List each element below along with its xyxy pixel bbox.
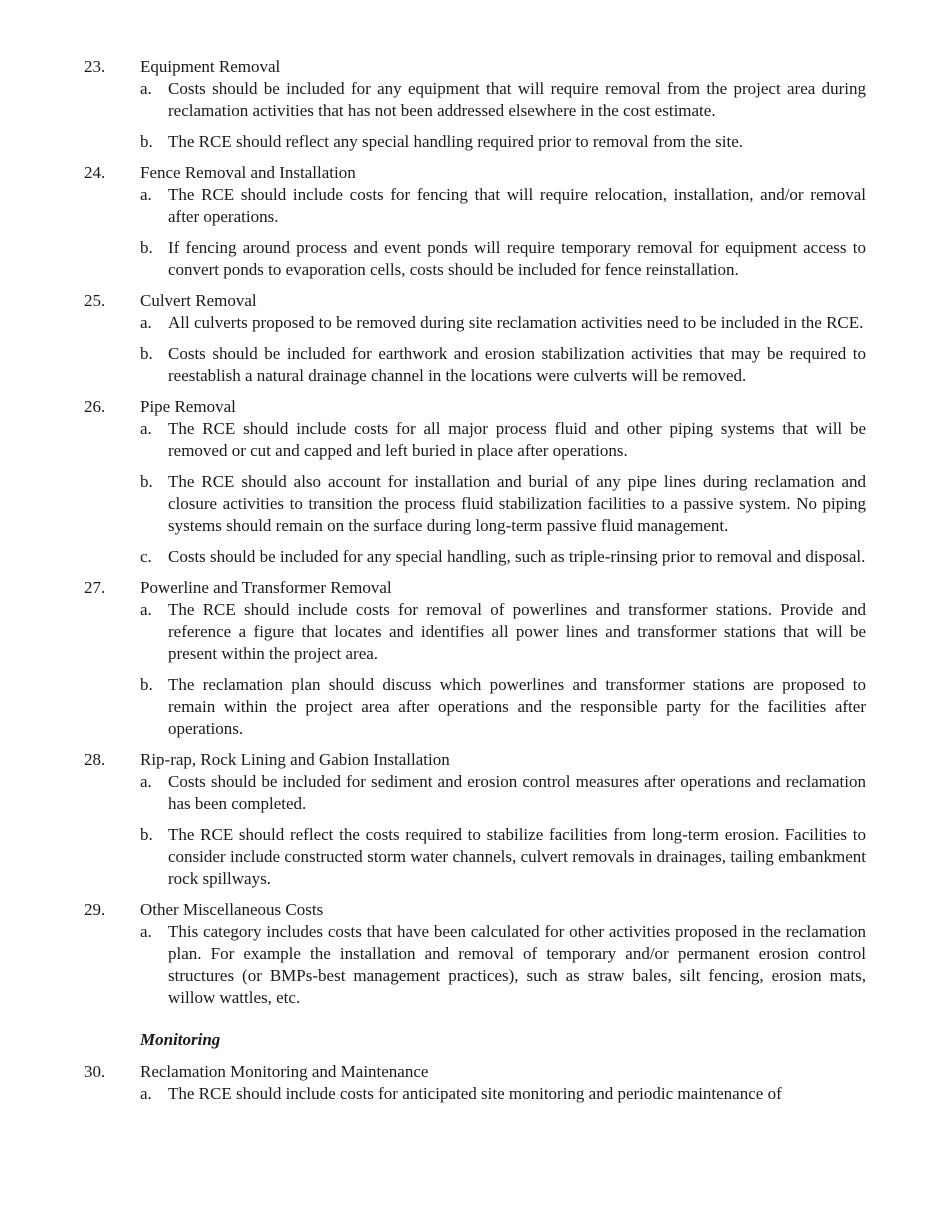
item-text: Costs should be included for any special handling, such as triple-rinsing prior to removal and disposal. [168, 547, 866, 566]
section-title: Culvert Removal [140, 291, 257, 310]
item-letter: a. [140, 313, 152, 332]
list-item [140, 312, 866, 334]
item-text: The RCE should also account for installation and burial of any pipe lines during reclamation and closure activities to transition the process fluid stabilization facilities to a passive system. No piping systems should remain on the surface during long-term passive fluid management. [168, 472, 866, 535]
sections-list [84, 56, 866, 1009]
item-letter: b. [140, 344, 153, 363]
item-letter: a. [140, 772, 152, 791]
section-24 [84, 162, 866, 281]
item-text: The RCE should include costs for fencing that will require relocation, installation, and/or removal after operations. [168, 185, 866, 226]
item-letter: c. [140, 547, 152, 566]
section-number: 29. [84, 900, 106, 919]
section-number: 25. [84, 291, 106, 310]
section-25 [84, 290, 866, 387]
section-title: Rip-rap, Rock Lining and Gabion Installation [140, 750, 450, 769]
section-heading [84, 749, 866, 771]
section-number: 26. [84, 397, 106, 416]
section-title: Fence Removal and Installation [140, 163, 356, 182]
item-text: Costs should be included for earthwork and erosion stabilization activities that may be required to reestablish a natural drainage channel in the locations were culverts will be removed. [168, 344, 866, 385]
section-number: 24. [84, 163, 106, 182]
list-item [140, 184, 866, 228]
item-text: The RCE should include costs for anticipated site monitoring and periodic maintenance of [168, 1084, 782, 1103]
item-text: Costs should be included for any equipment that will require removal from the project area during reclamation activities that has not been addressed elsewhere in the cost estimate. [168, 79, 866, 120]
item-letter: a. [140, 1084, 152, 1103]
section-heading [84, 290, 866, 312]
item-text: The RCE should reflect any special handling required prior to removal from the site. [168, 132, 743, 151]
section-30 [84, 1061, 866, 1105]
section-title: Powerline and Transformer Removal [140, 578, 392, 597]
section-items [84, 184, 866, 281]
section-28 [84, 749, 866, 890]
section-heading [84, 899, 866, 921]
section-heading [84, 56, 866, 78]
section-items [84, 1083, 866, 1105]
list-item [140, 1083, 866, 1105]
item-letter: b. [140, 675, 153, 694]
section-items [84, 312, 866, 387]
item-text: The RCE should include costs for all major process fluid and other piping systems that will be removed or cut and capped and left buried in place after operations. [168, 419, 866, 460]
list-item [140, 418, 866, 462]
section-number: 28. [84, 750, 106, 769]
item-letter: b. [140, 825, 153, 844]
list-item [140, 921, 866, 1009]
item-letter: a. [140, 419, 152, 438]
section-items [84, 771, 866, 890]
item-text: If fencing around process and event ponds will require temporary removal for equipment access to convert ponds to evaporation cells, costs should be included for fence reinstallation. [168, 238, 866, 279]
section-items [84, 921, 866, 1009]
section-title: Pipe Removal [140, 397, 236, 416]
section-items [84, 599, 866, 740]
list-item [140, 824, 866, 890]
item-letter: b. [140, 238, 153, 257]
section-26 [84, 396, 866, 568]
list-item [140, 599, 866, 665]
section-subheading: Monitoring [140, 1030, 221, 1049]
section-heading [84, 1061, 866, 1083]
item-letter: a. [140, 185, 152, 204]
section-title: Equipment Removal [140, 57, 281, 76]
section-title: Other Miscellaneous Costs [140, 900, 324, 919]
section-heading [84, 577, 866, 599]
item-letter: a. [140, 922, 152, 941]
section-29 [84, 899, 866, 1009]
item-text: The RCE should reflect the costs required to stabilize facilities from long-term erosion. Facilities to consider include constructed storm water channels, culvert removals in drainages, tailing embankment rock spillways. [168, 825, 866, 888]
item-text: The RCE should include costs for removal of powerlines and transformer stations. Provide and reference a figure that locates and identifies all power lines and transformer stations that will be present within the project area. [168, 600, 866, 663]
list-item [140, 771, 866, 815]
section-23 [84, 56, 866, 153]
list-item [140, 674, 866, 740]
item-text: Costs should be included for sediment and erosion control measures after operations and reclamation has been completed. [168, 772, 866, 813]
section-title: Reclamation Monitoring and Maintenance [140, 1062, 429, 1081]
list-item [140, 343, 866, 387]
section-number: 30. [84, 1062, 106, 1081]
list-item [140, 78, 866, 122]
item-letter: b. [140, 472, 153, 491]
item-letter: a. [140, 600, 152, 619]
section-heading [84, 396, 866, 418]
section-number: 23. [84, 57, 106, 76]
list-item [140, 546, 866, 568]
section-number: 27. [84, 578, 106, 597]
list-item [140, 237, 866, 281]
item-text: This category includes costs that have been calculated for other activities proposed in the reclamation plan. For example the installation and removal of temporary and/or permanent erosion control structures (or BMPs-best management practices), such as straw bales, silt fencing, erosion mats, willow wattles, etc. [168, 922, 866, 1007]
list-item [140, 471, 866, 537]
section-items [84, 418, 866, 568]
item-letter: a. [140, 79, 152, 98]
section-heading [84, 162, 866, 184]
item-letter: b. [140, 132, 153, 151]
item-text: All culverts proposed to be removed during site reclamation activities need to be included in the RCE. [168, 313, 864, 332]
list-item [140, 131, 866, 153]
section-items [84, 78, 866, 153]
section-27 [84, 577, 866, 740]
item-text: The reclamation plan should discuss which powerlines and transformer stations are proposed to remain within the project area after operations and the responsible party for the facilities after operations. [168, 675, 866, 738]
